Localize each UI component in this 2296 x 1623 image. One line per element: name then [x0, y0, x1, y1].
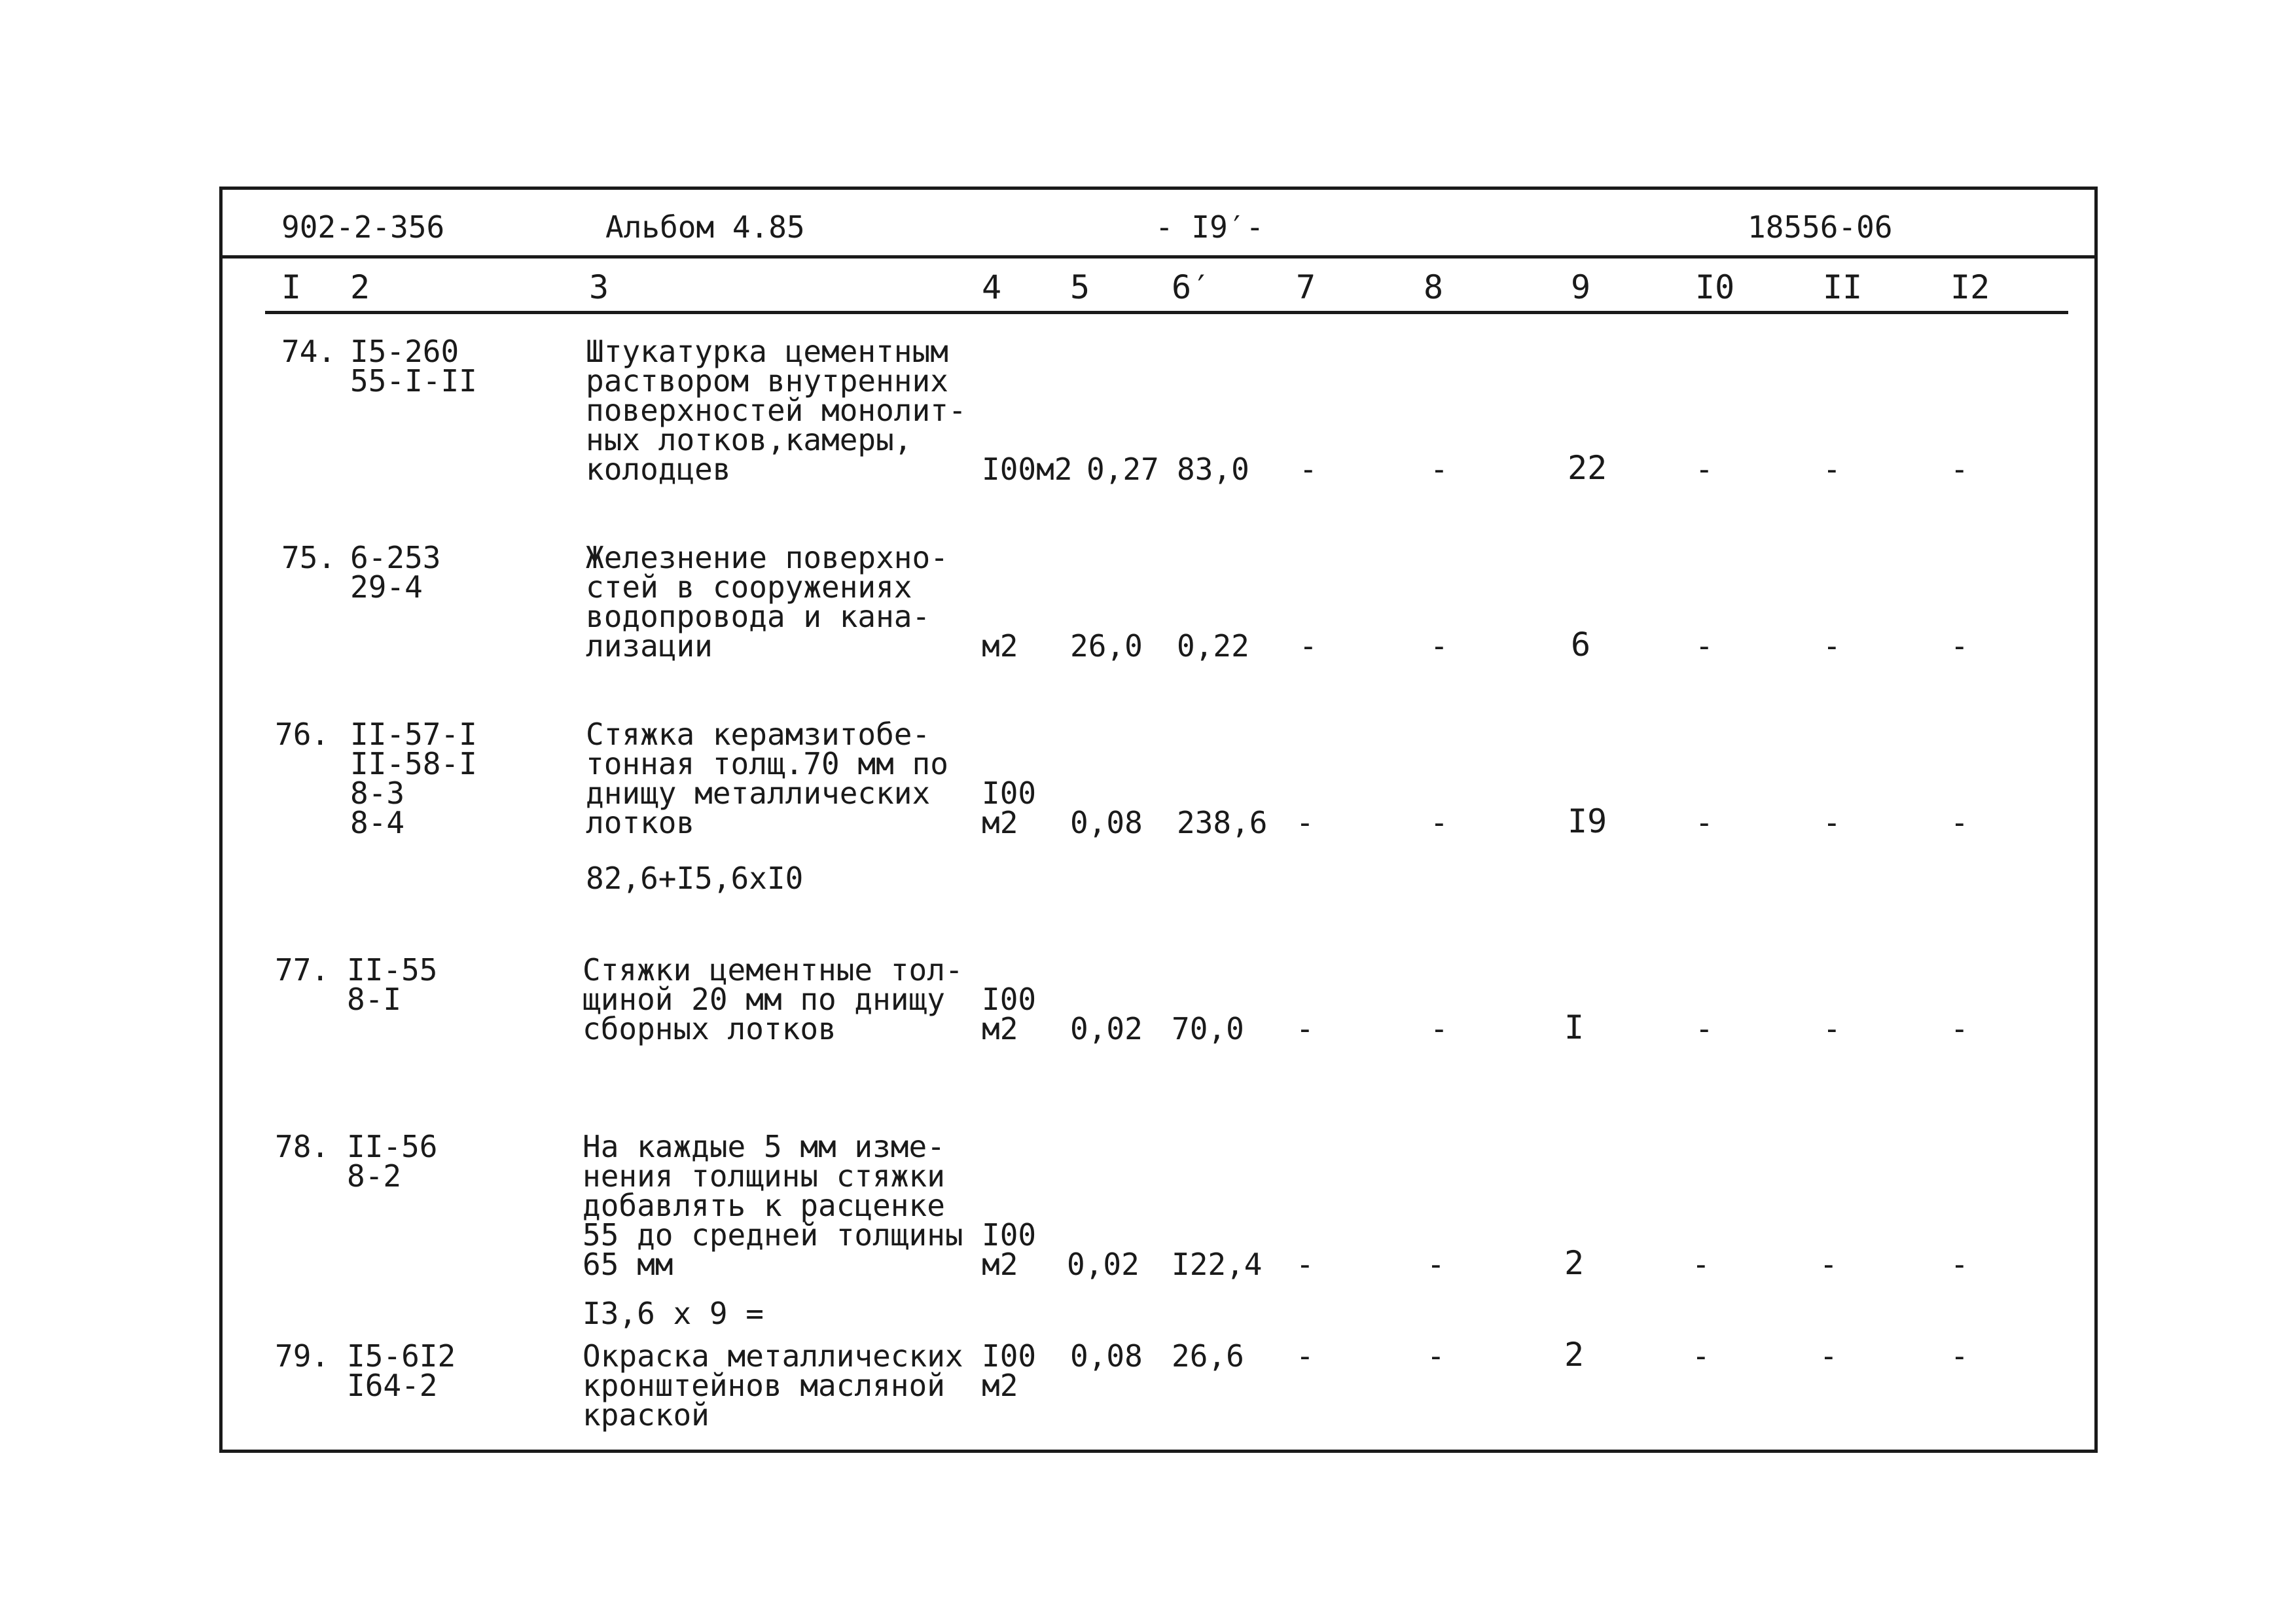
album-label: Альбом 4.85	[605, 209, 805, 245]
column-header-10: I0	[1695, 268, 1735, 306]
unit: I00 м2	[982, 776, 1037, 840]
rate-code: I5-260 55-I-II	[350, 334, 477, 399]
col8-value: -	[1430, 1011, 1448, 1046]
unit: I00 м2	[982, 1217, 1037, 1282]
unit-price: 0,22	[1177, 628, 1249, 664]
unit: I00 м2	[982, 1338, 1037, 1403]
row-number: 77.	[275, 952, 330, 988]
row-number: 74.	[281, 334, 336, 369]
col10-value: -	[1695, 1011, 1713, 1046]
col9-value: 22	[1568, 449, 1607, 487]
col10-value: -	[1695, 805, 1713, 840]
quantity: 0,08	[1070, 1338, 1143, 1374]
header-divider	[223, 255, 2094, 259]
col9-value: I	[1564, 1008, 1585, 1046]
col10-value: -	[1695, 628, 1713, 664]
quantity: 0,08	[1070, 805, 1143, 840]
row-number: 75.	[281, 540, 336, 575]
col11-value: -	[1823, 805, 1841, 840]
work-description: Стяжки цементные тол- щиной 20 мм по днищу сборных лотков	[583, 952, 963, 1046]
quantity: 0,02	[1070, 1011, 1143, 1046]
column-header-underline	[265, 311, 2068, 314]
unit-price: 70,0	[1172, 1011, 1244, 1046]
work-description: Штукатурка цементным раствором внутренних поверхностей монолит- ных лотков,камеры, колодцев	[586, 334, 967, 487]
col7-value: -	[1299, 628, 1318, 664]
column-header-4: 4	[982, 268, 1002, 306]
col12-value: -	[1950, 805, 1969, 840]
col8-value: -	[1427, 1338, 1445, 1374]
unit-price: 26,6	[1172, 1338, 1244, 1374]
row-number: 78.	[275, 1129, 330, 1164]
col11-value: -	[1823, 1011, 1841, 1046]
col12-value: -	[1950, 452, 1969, 487]
col9-value: 2	[1564, 1244, 1585, 1282]
col12-value: -	[1950, 1247, 1969, 1282]
col8-value: -	[1430, 452, 1448, 487]
col9-value: 2	[1564, 1336, 1585, 1374]
calc-note: I3,6 x 9 =	[583, 1296, 764, 1331]
unit: м2	[982, 628, 1018, 664]
estimate-sheet	[219, 187, 2098, 1453]
work-description: Стяжка керамзитобе- тонная толщ.70 мм по днищу металлических лотков	[586, 717, 948, 840]
col10-value: -	[1695, 452, 1713, 487]
column-header-12: I2	[1950, 268, 1990, 306]
document-number: 18556-06	[1748, 209, 1893, 245]
rate-code: 6-253 29-4	[350, 540, 441, 605]
column-header-1: I	[281, 268, 302, 306]
col8-value: -	[1427, 1247, 1445, 1282]
work-description: Окраска металлических кронштейнов масляной краской	[583, 1338, 963, 1433]
column-header-6: 6′	[1172, 268, 1211, 306]
work-description: На каждые 5 мм изме- нения толщины стяжки добавлять к расценке 55 до средней толщины 65 мм	[583, 1129, 963, 1282]
col7-value: -	[1296, 1338, 1314, 1374]
row-number: 76.	[275, 717, 330, 752]
col9-value: I9	[1568, 802, 1607, 840]
unit-price: 83,0	[1177, 452, 1249, 487]
col11-value: -	[1820, 1338, 1838, 1374]
col7-value: -	[1296, 1011, 1314, 1046]
project-code: 902-2-356	[281, 209, 445, 245]
calc-note: 82,6+I5,6xI0	[586, 861, 804, 896]
col8-value: -	[1430, 805, 1448, 840]
column-header-3: 3	[589, 268, 609, 306]
col9-value: 6	[1571, 626, 1591, 664]
unit: I00м2	[982, 452, 1073, 487]
col10-value: -	[1692, 1338, 1710, 1374]
unit-price: I22,4	[1172, 1247, 1263, 1282]
column-header-7: 7	[1296, 268, 1316, 306]
col7-value: -	[1299, 452, 1318, 487]
rate-code: II-56 8-2	[347, 1129, 438, 1194]
rate-code: I5-6I2 I64-2	[347, 1338, 456, 1403]
col12-value: -	[1950, 628, 1969, 664]
page-number: - I9′-	[1155, 209, 1265, 245]
unit: I00 м2	[982, 982, 1037, 1046]
column-header-5: 5	[1070, 268, 1090, 306]
row-number: 79.	[275, 1338, 330, 1374]
quantity: 0,27	[1086, 452, 1159, 487]
col11-value: -	[1820, 1247, 1838, 1282]
column-header-8: 8	[1424, 268, 1444, 306]
column-header-2: 2	[350, 268, 370, 306]
column-header-9: 9	[1571, 268, 1591, 306]
unit-price: 238,6	[1177, 805, 1268, 840]
col7-value: -	[1296, 805, 1314, 840]
rate-code: II-57-I II-58-I 8-3 8-4	[350, 717, 477, 840]
col11-value: -	[1823, 452, 1841, 487]
work-description: Железнение поверхно- стей в сооружениях водопровода и кана- лизации	[586, 540, 948, 664]
col8-value: -	[1430, 628, 1448, 664]
col10-value: -	[1692, 1247, 1710, 1282]
quantity: 26,0	[1070, 628, 1143, 664]
column-header-11: II	[1823, 268, 1863, 306]
col12-value: -	[1950, 1011, 1969, 1046]
col7-value: -	[1296, 1247, 1314, 1282]
col11-value: -	[1823, 628, 1841, 664]
rate-code: II-55 8-I	[347, 952, 438, 1017]
quantity: 0,02	[1067, 1247, 1139, 1282]
col12-value: -	[1950, 1338, 1969, 1374]
